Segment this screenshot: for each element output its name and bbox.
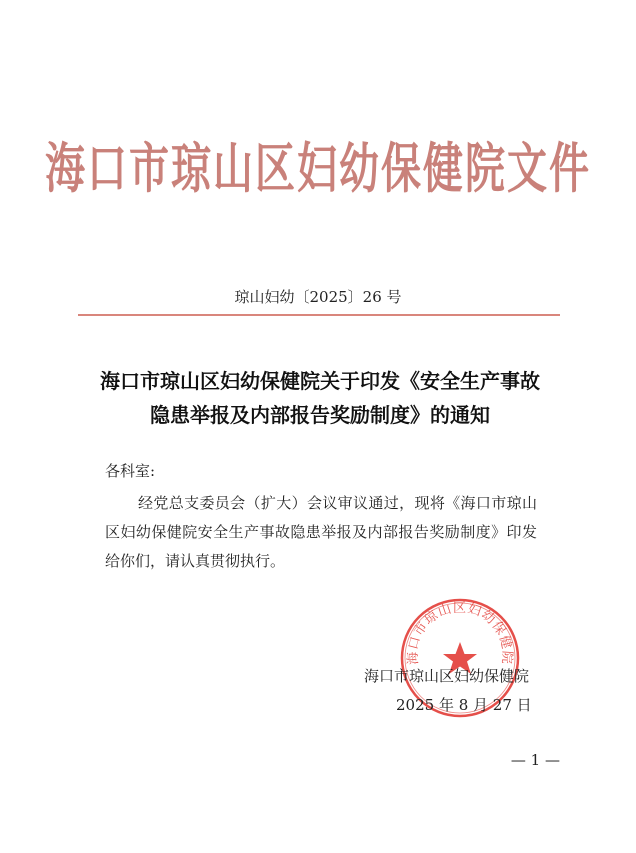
signature-organization: 海口市琼山区妇幼保健院 bbox=[364, 667, 530, 685]
notice-title-line-1: 海口市琼山区妇幼保健院关于印发《安全生产事故 bbox=[100, 369, 540, 393]
page-number: — 1 — bbox=[510, 751, 560, 769]
notice-title bbox=[90, 364, 550, 432]
seal-text: 海口市琼山区妇幼保健院 bbox=[405, 600, 515, 666]
body-paragraph: 经党总支委员会（扩大）会议审议通过，现将《海口市琼山区妇幼保健院安全生产事故隐患举报及内部报告奖励制度》印发给你们，请认真贯彻执行。 bbox=[105, 494, 537, 570]
notice-title-line-2: 隐患举报及内部报告奖励制度》的通知 bbox=[150, 403, 490, 427]
signature-date: 2025 年 8 月 27 日 bbox=[396, 696, 532, 714]
header-divider bbox=[78, 314, 560, 316]
document-number: 琼山妇幼〔2025〕26 号 bbox=[234, 288, 402, 306]
document-header-title: 海口市琼山区妇幼保健院文件 bbox=[45, 136, 591, 201]
addressee: 各科室: bbox=[105, 462, 156, 480]
